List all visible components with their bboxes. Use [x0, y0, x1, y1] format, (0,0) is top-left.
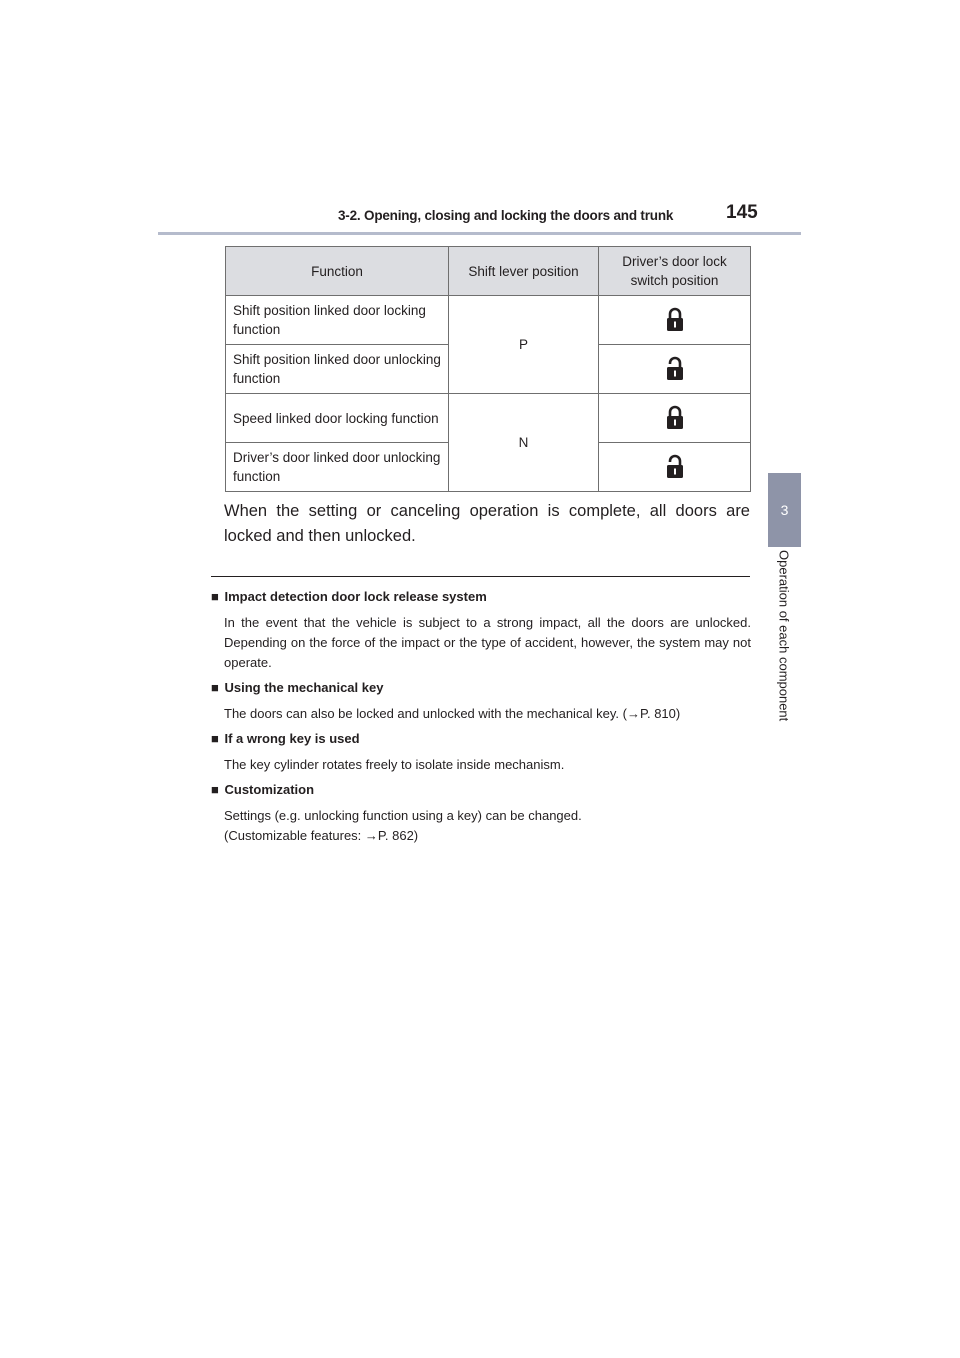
lock-icon	[665, 307, 685, 333]
note-title	[211, 781, 751, 799]
lock-icon	[665, 405, 685, 431]
table-row	[226, 394, 751, 443]
switch-cell	[599, 345, 751, 394]
column-header-switch-position: Driver’s door lock switch position	[599, 247, 751, 296]
note-body-line: Settings (e.g. unlocking function using a key) can be changed.	[224, 808, 582, 823]
note-body	[211, 755, 751, 775]
note-mechanical-key	[211, 679, 751, 724]
note-body-line: (Customizable features: →P. 862)	[224, 828, 419, 843]
function-cell: Shift position linked door locking function	[226, 296, 449, 345]
switch-cell	[599, 394, 751, 443]
note-body	[211, 613, 751, 673]
function-table	[225, 246, 751, 492]
note-body	[211, 806, 751, 846]
chapter-tab	[768, 473, 801, 547]
column-header-shift-lever: Shift lever position	[449, 247, 599, 296]
note-title-text: Impact detection door lock release system	[224, 589, 487, 604]
switch-cell	[599, 296, 751, 345]
note-customization	[211, 781, 751, 846]
chapter-number: 3	[780, 502, 789, 518]
header-rule	[158, 232, 801, 235]
note-title-text: Customization	[224, 782, 315, 797]
table-header-row	[226, 247, 751, 296]
note-title-text: If a wrong key is used	[224, 731, 360, 746]
function-cell: Shift position linked door unlocking function	[226, 345, 449, 394]
note-impact-detection	[211, 588, 751, 673]
lever-cell: N	[449, 394, 599, 492]
square-bullet-icon: ■	[211, 680, 219, 695]
note-wrong-key	[211, 730, 751, 775]
section-title: 3-2. Opening, closing and locking the doors and trunk	[338, 208, 674, 223]
completion-paragraph: When the setting or canceling operation is complete, all doors are locked and then unlocked.	[224, 502, 750, 545]
section-divider	[211, 576, 750, 577]
function-cell: Speed linked door locking function	[226, 394, 449, 443]
chapter-side-label: Operation of each component	[776, 550, 792, 722]
note-title	[211, 588, 751, 606]
lever-cell: P	[449, 296, 599, 394]
note-title	[211, 730, 751, 748]
unlock-icon	[665, 454, 685, 480]
table-row	[226, 296, 751, 345]
note-title	[211, 679, 751, 697]
square-bullet-icon: ■	[211, 589, 219, 604]
square-bullet-icon: ■	[211, 731, 219, 746]
note-title-text: Using the mechanical key	[224, 680, 384, 695]
unlock-icon	[665, 356, 685, 382]
note-body-line: The doors can also be locked and unlocked with the mechanical key. (→P. 810)	[224, 706, 681, 721]
square-bullet-icon: ■	[211, 782, 219, 797]
column-header-function: Function	[226, 247, 449, 296]
page-number: 145	[726, 202, 758, 223]
switch-cell	[599, 443, 751, 492]
note-body-line: In the event that the vehicle is subject to a strong impact, all the doors are unlocked. Depending on the force of the impact or the type of accident, however, the system may not operate.	[224, 615, 751, 670]
note-body-line: The key cylinder rotates freely to isolate inside mechanism.	[224, 757, 565, 772]
function-cell: Driver’s door linked door unlocking function	[226, 443, 449, 492]
note-body	[211, 704, 751, 724]
